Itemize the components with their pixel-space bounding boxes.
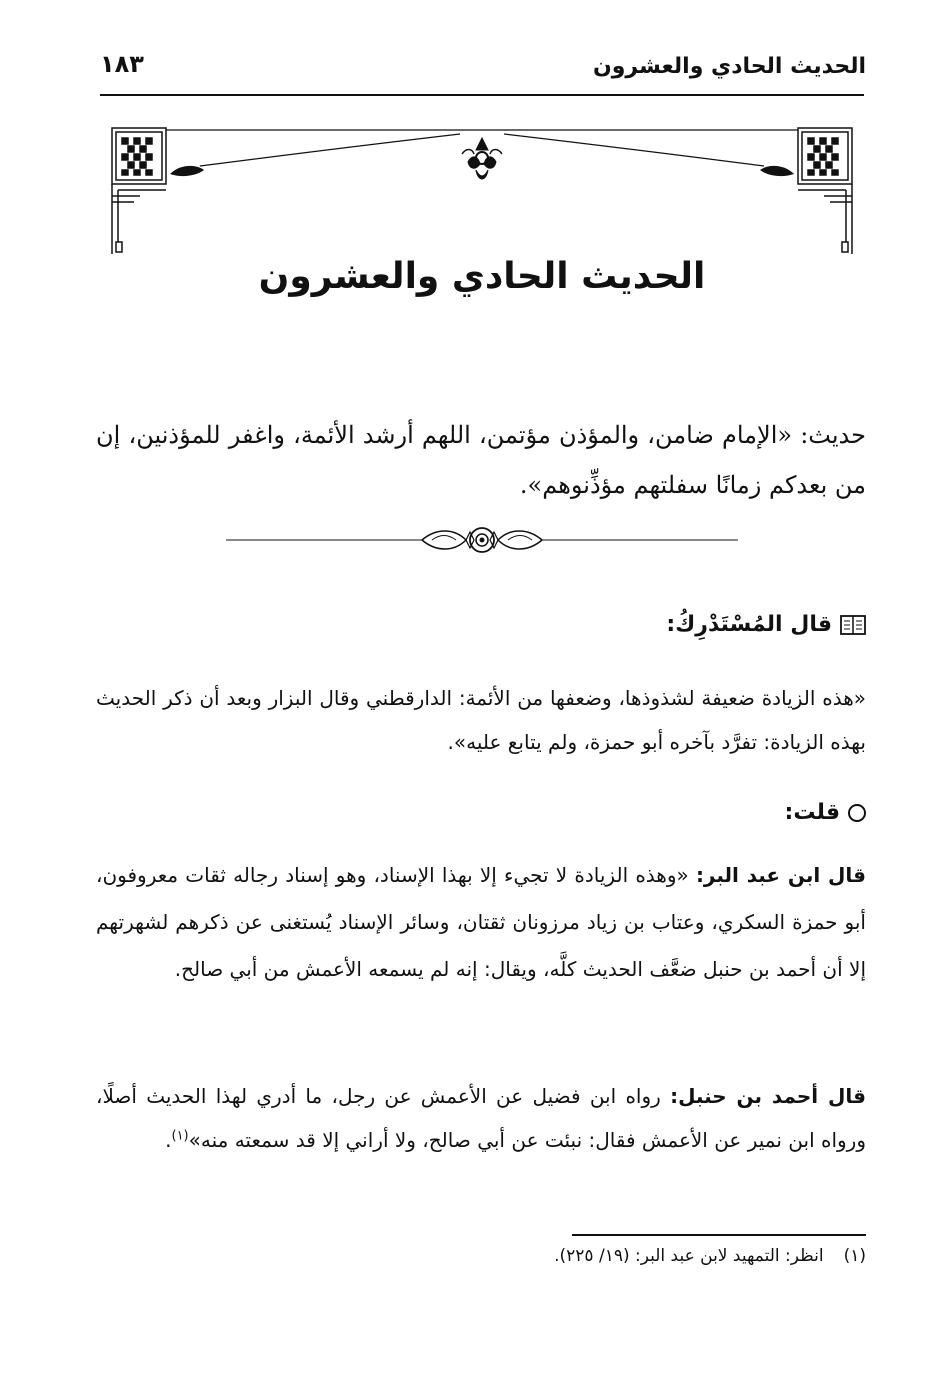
leaf-flourish-right <box>760 166 794 176</box>
footnote-number: (١) <box>843 1246 866 1266</box>
footnote-text: انظر: التمهيد لابن عبد البر: (١٩/ ٢٢٥). <box>554 1246 824 1266</box>
chapter-title: الحديث الحادي والعشرون <box>258 256 706 297</box>
abdulbarr-paragraph <box>96 852 866 993</box>
chapter-ornament-frame <box>100 126 864 256</box>
abdulbarr-text: «وهذه الزيادة لا تجيء إلا بهذا الإسناد، وهو إسناد رجاله ثقات معروفون، أبو حمزة السكري، وعتاب بن زياد مرزونان ثقتان، وسائر الإسناد يُستغنى عن ذكرهم لشهرتهم إلا أن أحمد بن حنبل ضعَّف الحديث كلَّه، ويقال: إنه لم يسمعه الأعمش من أبي صالح. <box>96 863 866 981</box>
footnote-rule <box>572 1234 866 1236</box>
page-number: ١٨٣ <box>100 50 144 78</box>
header-rule <box>100 94 864 96</box>
left-corner-ornament <box>112 128 166 254</box>
center-floral-ornament <box>462 138 502 179</box>
mustadrak-text: «هذه الزيادة ضعيفة لشذوذها، وضعفها من الأئمة: الدارقطني وقال البزار وبعد أن ذكر الحديث بهذه الزيادة: تفرَّد بآخره أبو حمزة، ولم يتابع عليه». <box>96 686 866 754</box>
abdulbarr-speaker: قال ابن عبد البر: <box>695 863 866 887</box>
circle-icon <box>848 804 866 822</box>
footnote-reference[interactable]: (١) <box>171 1128 189 1144</box>
ahmad-text: رواه ابن فضيل عن الأعمش عن رجل، ما أدري لهذا الحديث أصلًا، ورواه ابن نمير عن الأعمش فقال: نبئت عن أبي صالح، ولا أراني إلا قد سمعته منه» <box>96 1084 866 1152</box>
right-corner-ornament <box>798 128 852 254</box>
ahmad-speaker: قال أحمد بن حنبل: <box>670 1084 866 1108</box>
qult-label: قلت: <box>784 800 840 825</box>
ornamental-divider <box>226 522 738 558</box>
leaf-flourish-left <box>170 166 204 176</box>
book-icon <box>840 614 866 636</box>
hadith-text: حديث: «الإمام ضامن، والمؤذن مؤتمن، اللهم أرشد الأئمة، واغفر للمؤذنين، إن من بعدكم زمانًا سفلتهم مؤذِّنوهم». <box>96 421 866 499</box>
mustadrak-heading <box>666 612 866 637</box>
footnote <box>554 1246 866 1266</box>
mustadrak-label: قال المُسْتَدْرِكُ: <box>666 612 832 637</box>
running-header-title: الحديث الحادي والعشرون <box>592 54 866 79</box>
ahmad-paragraph <box>96 1074 866 1162</box>
qult-heading <box>785 800 866 825</box>
ahmad-end: . <box>165 1128 172 1152</box>
